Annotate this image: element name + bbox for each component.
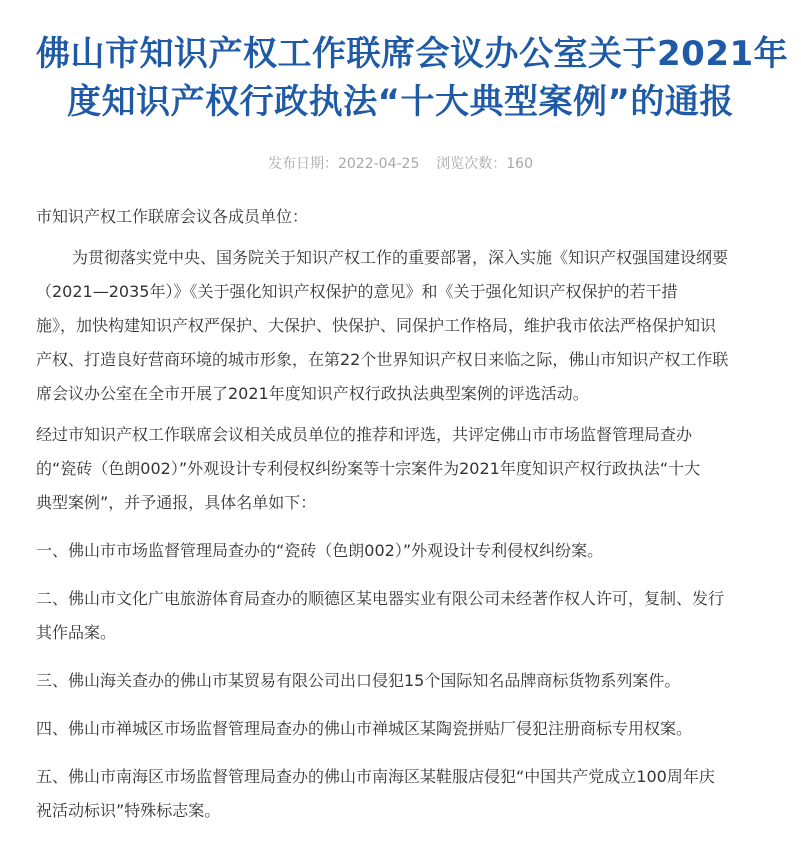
intro-paragraph <box>36 241 765 411</box>
selection-line: 经过市知识产权工作联席会议相关成员单位的推荐和评选，共评定佛山市市场监督管理局查办 <box>36 425 693 444</box>
case-line: 一、佛山市市场监督管理局查办的“瓷砖（色朗002）”外观设计专利侵权纠纷案。 <box>36 541 604 560</box>
case-line: 其作品案。 <box>36 623 117 642</box>
case-item-5 <box>36 760 765 828</box>
article-body <box>36 200 765 828</box>
case-item-1 <box>36 534 765 568</box>
article-meta <box>36 154 765 174</box>
case-item-3 <box>36 664 765 698</box>
selection-paragraph <box>36 418 765 520</box>
article-title-line-1: 佛山市知识产权工作联席会议办公室关于2021年 <box>36 34 789 74</box>
article-title-line-2: 度知识产权行政执法“十大典型案例”的通报 <box>67 82 734 122</box>
intro-line: 为贯彻落实党中央、国务院关于知识产权工作的重要部署，深入实施《知识产权强国建设纲要 <box>72 248 729 267</box>
case-line: 祝活动标识”特殊标志案。 <box>36 801 221 820</box>
intro-line: （2021—2035年）》《关于强化知识产权保护的意见》和《关于强化知识产权保护的若干措 <box>36 282 678 301</box>
intro-line: 产权、打造良好营商环境的城市形象，在第22个世界知识产权日来临之际，佛山市知识产权工作联 <box>36 350 729 369</box>
intro-line: 席会议办公室在全市开展了2021年度知识产权行政执法典型案例的评选活动。 <box>36 384 589 403</box>
view-count: 浏览次数：160 <box>436 156 533 172</box>
salutation <box>36 200 765 234</box>
salutation-line: 市知识产权工作联席会议各成员单位： <box>36 207 309 226</box>
case-item-2 <box>36 582 765 650</box>
case-line: 二、佛山市文化广电旅游体育局查办的顺德区某电器实业有限公司未经著作权人许可，复制、发行 <box>36 589 725 608</box>
intro-line: 施》，加快构建知识产权严保护、大保护、快保护、同保护工作格局，维护我市依法严格保护知识 <box>36 316 717 335</box>
case-line: 五、佛山市南海区市场监督管理局查办的佛山市南海区某鞋服店侵犯“中国共产党成立100周年庆 <box>36 767 715 786</box>
article-title <box>36 30 789 126</box>
selection-line: 的“瓷砖（色朗002）”外观设计专利侵权纠纷案等十宗案件为2021年度知识产权行政执法“十大 <box>36 459 701 478</box>
selection-line: 典型案例”，并予通报，具体名单如下： <box>36 493 317 512</box>
case-item-4 <box>36 712 765 746</box>
case-line: 四、佛山市禅城区市场监督管理局查办的佛山市禅城区某陶瓷拼贴厂侵犯注册商标专用权案。 <box>36 719 693 738</box>
publish-date: 发布日期：2022-04-25 <box>267 156 420 172</box>
case-line: 三、佛山海关查办的佛山市某贸易有限公司出口侵犯15个国际知名品牌商标货物系列案件。 <box>36 671 681 690</box>
